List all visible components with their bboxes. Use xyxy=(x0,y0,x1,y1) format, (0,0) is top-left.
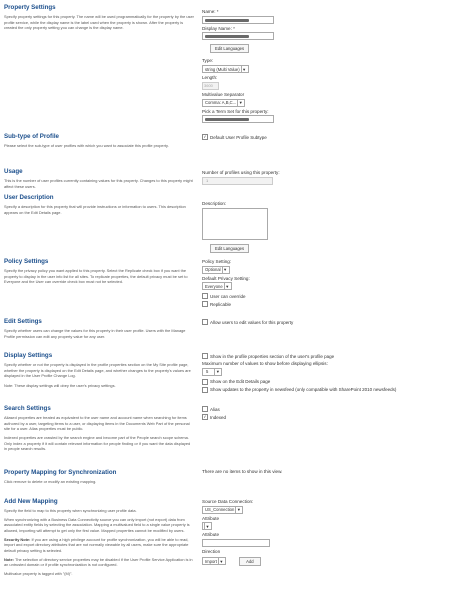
mapping-empty-text: There are no items to show in this view. xyxy=(202,469,283,474)
checkbox-unchecked[interactable] xyxy=(202,293,208,299)
edit-languages-button[interactable]: Edit Languages xyxy=(210,44,249,53)
property-settings-section xyxy=(4,4,194,34)
checkbox-unchecked[interactable] xyxy=(202,301,208,307)
max-values-value: 5 xyxy=(206,369,209,375)
policy-value: Optional xyxy=(205,267,221,273)
section-title: Usage xyxy=(4,168,23,175)
checkbox-label: Show on the Edit Details page xyxy=(210,379,271,385)
property-mapping-section xyxy=(4,469,194,488)
privacy-value: Everyone xyxy=(205,283,223,289)
checkbox-checked[interactable]: ✓ xyxy=(203,414,207,419)
policy-select[interactable] xyxy=(202,266,230,274)
display-controls xyxy=(202,352,446,395)
section-title: Add New Mapping xyxy=(4,498,58,505)
length-label: Length: xyxy=(202,75,218,81)
max-values-label: Maximum number of values to show before displaying ellipsis: xyxy=(202,361,328,366)
show-updates-checkbox[interactable] xyxy=(202,387,446,393)
show-edit-details-checkbox[interactable] xyxy=(202,379,446,385)
add-mapping-section xyxy=(4,498,194,580)
source-value: US_Connection xyxy=(205,507,235,513)
display-settings-section xyxy=(4,352,194,392)
direction-select[interactable] xyxy=(202,557,226,565)
edit-settings-section xyxy=(4,318,194,342)
section-description: When synchronizing with a Business Data Connectivity source you can only import (not export) data from associated entity fields by selecting the association. Mapping a multivalued field to a single value property is allowed, importing will attempt to get only the first value. Mapped properties cannot be modified by users. xyxy=(4,516,190,534)
checkbox-unchecked[interactable] xyxy=(202,353,208,359)
section-description: Aliased properties are treated as equivalent to the user name and account name when searching for items authored by a user, targeting items to a user, or displaying items in the Documents Web Part of the personal site for a user. Alias properties must be public. xyxy=(4,415,190,432)
name-field[interactable] xyxy=(202,16,274,24)
chevron-down-icon: ▼ xyxy=(205,523,210,529)
type-select[interactable] xyxy=(202,65,249,73)
description-textarea[interactable] xyxy=(202,208,268,240)
display-name-field[interactable] xyxy=(202,32,274,40)
property-settings-controls xyxy=(202,9,274,125)
indexed-checkbox[interactable] xyxy=(202,414,226,420)
direction-label: Direction xyxy=(202,549,221,555)
chevron-down-icon: ▼ xyxy=(223,267,228,273)
chevron-down-icon: ▼ xyxy=(219,558,224,564)
section-description: Specify property settings for this property. The name will be used programmatically for the property by the user profile service, while the display name is the label used when the property is shown. After the property is created the only property setting you can change is the display name. xyxy=(4,14,194,31)
name-label: Name: * xyxy=(202,9,219,14)
edit-settings-controls xyxy=(202,318,293,327)
multivalue-note: Multivalue property is tagged with "(M)". xyxy=(4,571,73,577)
alias-checkbox[interactable] xyxy=(202,406,226,412)
source-label: Source Data Connection: xyxy=(202,499,254,504)
chevron-down-icon: ▼ xyxy=(236,507,241,513)
checkbox-unchecked[interactable] xyxy=(202,406,208,412)
source-select[interactable] xyxy=(202,506,243,514)
type-label: Type: xyxy=(202,58,214,64)
direction-value: Import xyxy=(205,558,217,564)
attribute-select[interactable] xyxy=(202,522,212,530)
add-mapping-controls xyxy=(202,499,270,568)
multivalue-value: Comma: A,B,C... xyxy=(205,100,237,106)
display-note: Note: These display settings will obey the user's privacy settings. xyxy=(4,383,116,389)
checkbox-unchecked[interactable] xyxy=(202,319,208,325)
checkbox-label: Show in the profile properties section of the user's profile page xyxy=(210,353,335,359)
chevron-down-icon: ▼ xyxy=(242,66,247,72)
multivalue-label: Multivalue Separator xyxy=(202,91,245,97)
section-description: Click remove to delete or modify an existing mapping. xyxy=(4,479,97,485)
max-values-select[interactable] xyxy=(202,368,222,376)
checkbox-label: Show updates to the property in newsfeed (only compatible with SharePoint 2010 newsfeeds) xyxy=(210,387,397,393)
display-name-label: Display Name: * xyxy=(202,25,235,31)
checkbox-label: User can override xyxy=(210,293,246,299)
user-description-section xyxy=(4,194,194,218)
chevron-down-icon: ▼ xyxy=(225,283,230,289)
type-value: string (Multi Value) xyxy=(205,66,240,72)
allow-edit-checkbox[interactable] xyxy=(202,319,293,325)
mapping-controls xyxy=(202,469,282,475)
section-title: Edit Settings xyxy=(4,318,42,325)
section-title: Sub-type of Profile xyxy=(4,133,60,140)
checkbox-label: Indexed xyxy=(210,414,227,420)
security-note: Security Note: If you are using a high privilege account for profile synchronization, you will be able to read, import and export directory attributes that are not normally viewable by all users, make sure the appropriate default privacy setting is selected. xyxy=(4,536,189,554)
checkbox-label: Alias xyxy=(210,406,220,412)
replicable-checkbox[interactable] xyxy=(202,301,250,307)
attribute-field[interactable] xyxy=(202,539,270,547)
usage-section xyxy=(4,168,194,192)
section-description: Please select the sub-type of user profiles with which you want to associate this profile property. xyxy=(4,143,169,149)
policy-controls xyxy=(202,259,250,309)
attribute2-label: Attribute xyxy=(202,532,220,538)
checkbox-label: Replicable xyxy=(210,301,232,307)
length-field[interactable]: 3600 xyxy=(202,82,219,90)
multivalue-select[interactable] xyxy=(202,99,245,107)
section-description: Specify the field to map to this property when synchronizing user profile data. xyxy=(4,508,137,514)
show-profile-checkbox[interactable] xyxy=(202,353,446,359)
policy-label: Policy Setting: xyxy=(202,259,232,264)
checkbox-unchecked[interactable] xyxy=(202,379,208,385)
term-set-label: Pick a Term Set for this property: xyxy=(202,108,269,114)
usage-count-field: 1 xyxy=(202,177,273,185)
section-description: Specify the privacy policy you want applied to this property. Select the Replicate check box if you want the property to display in the user info list for all sites. To replicate properties, the default privacy must be set to Everyone and the User can override check box must not be selected. xyxy=(4,268,188,285)
description-controls xyxy=(202,201,268,255)
section-title: Property Settings xyxy=(4,4,56,11)
attribute-label: Attribute xyxy=(202,515,220,521)
privacy-label: Default Privacy Setting: xyxy=(202,275,250,281)
search-settings-section xyxy=(4,405,194,455)
chevron-down-icon: ▼ xyxy=(238,100,243,106)
usage-label: Number of profiles using this property: xyxy=(202,170,280,175)
description-label: Description: xyxy=(202,201,227,206)
section-title: Display Settings xyxy=(4,352,53,359)
add-button[interactable]: Add xyxy=(239,557,260,566)
usage-controls xyxy=(202,170,280,187)
section-description: Specify a description for this property that will provide instructions or information to users. This description appears on the Edit Details page. xyxy=(4,204,186,215)
section-description: Specify whether users can change the values for this property in their user profile. Users with the Manage Profile permission can edit any property value for any user. xyxy=(4,328,186,339)
sync-note: Note: The selection of directory service properties may be disabled if the User Profile Service Application is in an untrusted domain or if profile synchronization is not configured. xyxy=(4,556,193,568)
section-description: This is the number of user profiles currently containing values for this property. Changes to this property might affect these users. xyxy=(4,178,193,189)
section-title: Search Settings xyxy=(4,405,51,412)
section-title: User Description xyxy=(4,194,54,201)
edit-languages-button[interactable]: Edit Languages xyxy=(210,244,249,253)
section-description: Specify whether or not the property is displayed in the profile properties section on the My Site profile page, whether the property is displayed on the Edit Details page, and whether changes to the property's values are displayed in the User Profile Change Log. xyxy=(4,362,191,379)
user-can-override-checkbox[interactable] xyxy=(202,293,250,299)
checkbox-label: Allow users to edit values for this property xyxy=(210,319,294,325)
section-description: Indexed properties are crawled by the search engine and become part of the People search scope schema. Only index a property if it will contain relevant information for people finding or if you want the data displayed in people search results. xyxy=(4,435,191,452)
checkbox-unchecked[interactable] xyxy=(202,387,208,393)
checkbox-checked[interactable]: ✓ xyxy=(203,134,207,139)
checkbox-label: Default User Profile Subtype xyxy=(210,134,267,140)
default-subtype-checkbox[interactable] xyxy=(202,134,267,140)
privacy-select[interactable] xyxy=(202,282,232,290)
subtype-section xyxy=(4,133,194,152)
section-title: Property Mapping for Synchronization xyxy=(4,469,117,476)
subtype-controls xyxy=(202,133,267,142)
chevron-down-icon: ▼ xyxy=(215,369,220,375)
policy-settings-section xyxy=(4,258,194,288)
search-controls xyxy=(202,405,226,422)
term-set-field[interactable] xyxy=(202,115,274,123)
section-title: Policy Settings xyxy=(4,258,49,265)
